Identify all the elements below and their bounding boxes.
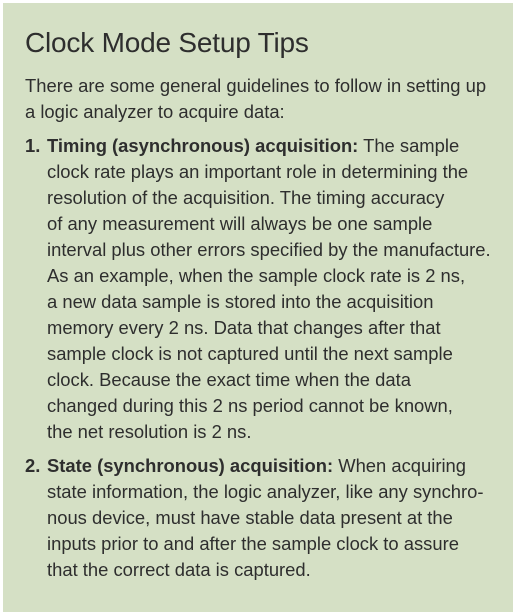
item-2-first-line [47, 453, 466, 479]
page-title: Clock Mode Setup Tips [25, 27, 309, 58]
intro-line-1: There are some general guidelines to follow in setting up [25, 75, 487, 96]
item-1-line: of any measurement will always be one sample [47, 213, 433, 234]
item-2-line: inputs prior to and after the sample clock to assure [47, 533, 459, 554]
item-1-line: a new data sample is stored into the acquisition [47, 291, 434, 312]
item-1-number: 1. [25, 135, 41, 156]
item-1-line: clock. Because the exact time when the data [47, 369, 411, 390]
item-2-number: 2. [25, 455, 41, 476]
item-1-first-line-rest: The sample [358, 135, 460, 156]
item-1-first-line [47, 133, 459, 159]
item-1-heading: Timing (asynchronous) acquisition: [47, 135, 359, 156]
item-1-line: memory every 2 ns. Data that changes after that [47, 317, 441, 338]
item-1-line: the net resolution is 2 ns. [47, 421, 252, 442]
item-2-first-line-rest: When acquiring [333, 455, 467, 476]
intro-line-2: a logic analyzer to acquire data: [25, 101, 285, 122]
item-1-line: As an example, when the sample clock rate is 2 ns, [47, 265, 466, 286]
item-1-line: resolution of the acquisition. The timing accuracy [47, 187, 445, 208]
item-1-line: clock rate plays an important role in determining the [47, 161, 469, 182]
item-1-line: sample clock is not captured until the next sample [47, 343, 453, 364]
item-1-line: interval plus other errors specified by the manufacture. [47, 239, 491, 260]
item-1-line: changed during this 2 ns period cannot be known, [47, 395, 453, 416]
item-2-line: that the correct data is captured. [47, 559, 311, 580]
item-2-line: state information, the logic analyzer, like any synchro- [47, 481, 484, 502]
item-2-heading: State (synchronous) acquisition: [47, 455, 334, 476]
item-2-line: nous device, must have stable data present at the [47, 507, 453, 528]
tips-panel [3, 3, 513, 612]
